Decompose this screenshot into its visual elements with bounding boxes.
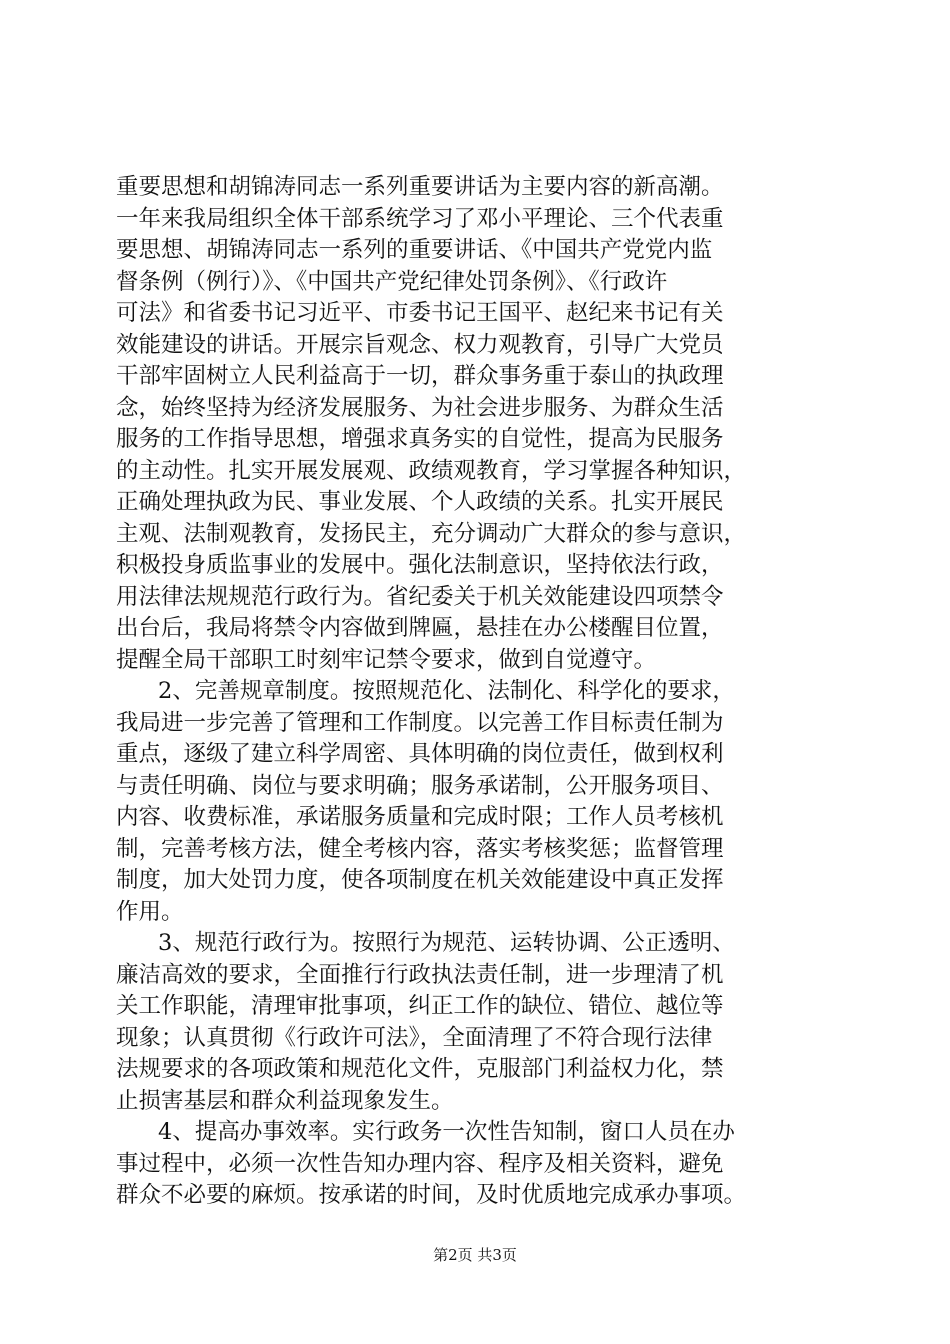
text-line: 出台后，我局将禁令内容做到牌匾，悬挂在办公楼醒目位置， xyxy=(116,615,724,641)
text-line: 效能建设的讲话。开展宗旨观念、权力观教育，引导广大党员 xyxy=(116,331,724,358)
text-line: 关工作职能，清理审批事项，纠正工作的缺位、错位、越位等 xyxy=(116,993,724,1019)
text-line: 服务的工作指导思想，增强求真务实的自觉性，提高为民服务 xyxy=(116,426,724,452)
text-line: 现象；认真贯彻《行政许可法》，全面清理了不符合现行法律 xyxy=(116,1024,713,1051)
paragraph-first-line: 2、完善规章制度。按照规范化、法制化、科学化的要求， xyxy=(158,678,735,704)
text-line: 提醒全局干部职工时刻牢记禁令要求，做到自觉遵守。 xyxy=(116,646,657,673)
text-line: 事过程中，必须一次性告知办理内容、程序及相关资料，避免 xyxy=(116,1150,724,1177)
text-line: 群众不必要的麻烦。按承诺的时间，及时优质地完成承办事项。 xyxy=(116,1182,747,1208)
text-line: 廉洁高效的要求，全面推行行政执法责任制，进一步理清了机 xyxy=(116,961,724,988)
text-line: 正确处理执政为民、事业发展、个人政绩的关系。扎实开展民 xyxy=(116,489,724,515)
paragraph-first-line: 4、提高办事效率。实行政务一次性告知制，窗口人员在办 xyxy=(158,1119,735,1145)
page-footer xyxy=(0,1244,950,1266)
text-line: 干部牢固树立人民利益高于一切，群众事务重于泰山的执政理 xyxy=(116,363,724,389)
text-line: 督条例（例行）》、《中国共产党纪律处罚条例》、《行政许 xyxy=(116,268,668,295)
page-number: 第2页 共3页 xyxy=(433,1246,517,1264)
text-line: 主观、法制观教育，发扬民主，充分调动广大群众的参与意识， xyxy=(116,520,747,547)
text-line: 法规要求的各项政策和规范化文件，克服部门利益权力化，禁 xyxy=(116,1056,724,1082)
text-line: 我局进一步完善了管理和工作制度。以完善工作目标责任制为 xyxy=(116,709,724,736)
text-line: 用法律法规规范行政行为。省纪委关于机关效能建设四项禁令 xyxy=(116,583,724,610)
text-line: 重点，逐级了建立科学周密、具体明确的岗位责任，做到权利 xyxy=(116,741,724,767)
text-line: 内容、收费标准，承诺服务质量和完成时限；工作人员考核机 xyxy=(116,804,724,830)
text-line: 一年来我局组织全体干部系统学习了邓小平理论、三个代表重 xyxy=(116,205,724,232)
document-body xyxy=(116,172,851,1212)
text-line: 积极投身质监事业的发展中。强化法制意识，坚持依法行政， xyxy=(116,552,724,578)
text-line: 制，完善考核方法，健全考核内容，落实考核奖惩；监督管理 xyxy=(116,835,724,862)
text-line: 制度，加大处罚力度，使各项制度在机关效能建设中真正发挥 xyxy=(116,867,724,893)
text-line: 要思想、胡锦涛同志一系列的重要讲话、《中国共产党党内监 xyxy=(116,237,713,263)
text-line: 的主动性。扎实开展发展观、政绩观教育，学习掌握各种知识， xyxy=(116,457,747,484)
text-line: 重要思想和胡锦涛同志一系列重要讲话为主要内容的新高潮。 xyxy=(116,174,724,200)
text-line: 作用。 xyxy=(116,898,184,925)
text-line: 念，始终坚持为经济发展服务、为社会进步服务、为群众生活 xyxy=(116,394,724,421)
paragraph-first-line: 3、规范行政行为。按照行为规范、运转协调、公正透明、 xyxy=(158,930,735,956)
text-line: 与责任明确、岗位与要求明确；服务承诺制，公开服务项目、 xyxy=(116,772,724,799)
text-line: 止损害基层和群众利益现象发生。 xyxy=(116,1087,454,1114)
text-line: 可法》和省委书记习近平、市委书记王国平、赵纪来书记有关 xyxy=(116,300,724,326)
